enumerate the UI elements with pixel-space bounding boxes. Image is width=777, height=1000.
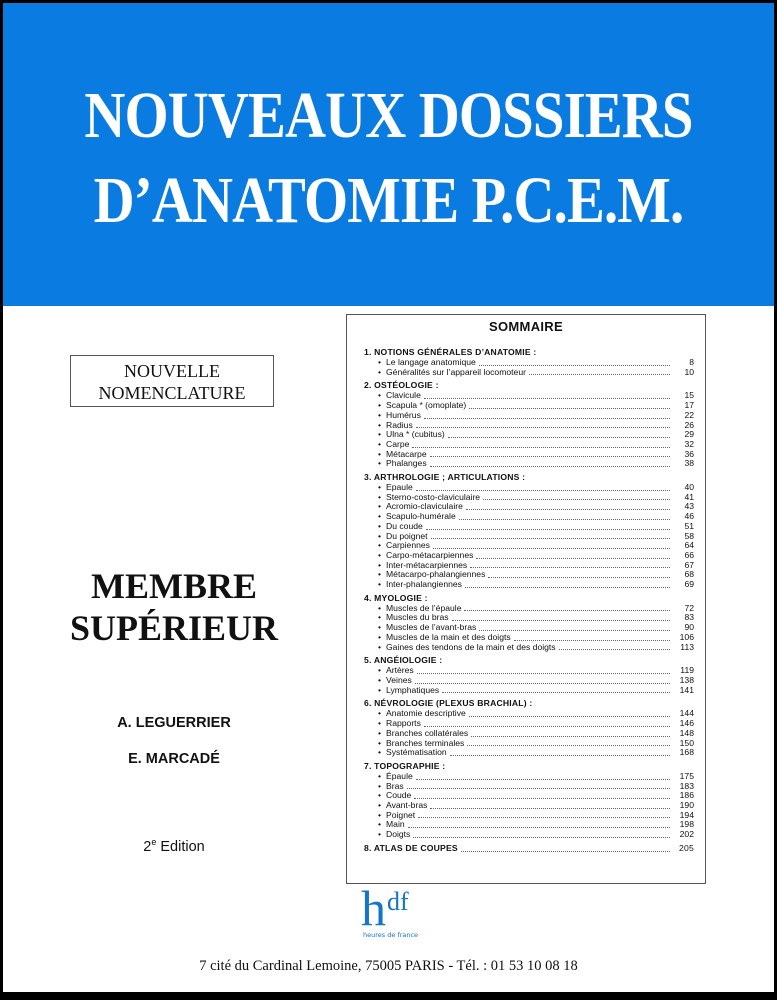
toc-page-number: 36 — [684, 448, 694, 459]
toc-item-label: Branches terminales — [386, 737, 465, 748]
toc-section — [364, 761, 694, 840]
toc-item-label: Sterno-costo-claviculaire — [386, 491, 481, 502]
series-title-line1: NOUVEAUX DOSSIERS — [84, 79, 693, 152]
series-title-line2: D’ANATOMIE P.C.E.M. — [93, 164, 684, 237]
toc-item — [378, 686, 694, 696]
toc-page-number: 146 — [679, 718, 694, 729]
toc-section — [364, 655, 694, 695]
bullet-icon: • — [378, 419, 382, 430]
bullet-icon: • — [378, 718, 382, 729]
toc-item-label: Epaule — [386, 482, 413, 493]
leader-dots — [415, 683, 670, 684]
leader-dots — [469, 716, 670, 717]
toc-page-number: 58 — [684, 530, 694, 541]
toc-section-heading — [364, 761, 694, 772]
bullet-icon: • — [378, 549, 382, 560]
toc-page-number: 113 — [680, 641, 694, 652]
toc-item-label: Métacarpe — [386, 448, 427, 459]
toc-item-label: Muscles de la main et des doigts — [386, 631, 511, 642]
bullet-icon: • — [378, 829, 382, 840]
bullet-icon: • — [378, 602, 382, 613]
toc-page-number: 90 — [684, 622, 694, 633]
bullet-icon: • — [378, 780, 382, 791]
toc-item-label: Épaule — [386, 770, 413, 781]
edition-label — [43, 837, 305, 855]
toc-page-number: 83 — [684, 612, 694, 623]
toc-heading-text: 2. OSTÉOLOGIE : — [364, 380, 439, 391]
toc-section — [364, 472, 694, 590]
toc-item — [378, 401, 694, 411]
toc-heading-text: 6. NÉVROLOGIE (PLEXUS BRACHIAL) : — [364, 698, 533, 709]
toc-item-label: Bras — [386, 780, 404, 791]
toc-item-label: Clavicule — [386, 390, 421, 401]
publisher-logo — [361, 880, 431, 943]
leader-dots — [452, 620, 670, 621]
toc-item-label: Artères — [386, 665, 414, 676]
logo-name: heures de france — [363, 931, 419, 939]
leader-dots — [476, 558, 670, 559]
bullet-icon: • — [378, 511, 382, 522]
book-cover — [3, 3, 774, 992]
toc-item-label: Généralités sur l’appareil locomoteur — [386, 366, 526, 377]
toc-section-heading — [364, 472, 694, 483]
toc-item-label: Carpiennes — [386, 540, 430, 551]
toc-page-number: 26 — [684, 419, 694, 430]
publisher-address: 7 cité du Cardinal Lemoine, 75005 PARIS - Tél. : 01 53 10 08 18 — [199, 958, 578, 974]
leader-dots — [467, 745, 670, 746]
toc-page-number: 15 — [684, 390, 694, 401]
bullet-icon: • — [378, 429, 382, 440]
book-title-line2: SUPÉRIEUR — [69, 608, 279, 648]
bullet-icon: • — [378, 491, 382, 502]
bullet-icon: • — [378, 438, 382, 449]
leader-dots — [416, 490, 670, 491]
leader-dots — [417, 673, 670, 674]
leader-dots — [430, 808, 670, 809]
leader-dots — [488, 577, 670, 578]
leader-dots — [413, 837, 670, 838]
bullet-icon: • — [378, 800, 382, 811]
bullet-icon: • — [378, 737, 382, 748]
bullet-icon: • — [378, 819, 382, 830]
toc-page-number: 72 — [684, 602, 694, 613]
toc-page-number: 43 — [684, 501, 694, 512]
bullet-icon: • — [378, 579, 382, 590]
toc-item — [378, 430, 694, 440]
toc-item-label: Gaines des tendons de la main et des doigts — [386, 641, 556, 652]
leader-dots — [514, 640, 670, 641]
leader-dots — [408, 827, 670, 828]
bullet-icon: • — [378, 390, 382, 401]
toc-item-label: Veines — [386, 674, 412, 685]
toc-item-label: Carpe — [386, 438, 410, 449]
toc-item-label: Carpo-métacarpiennes — [386, 549, 474, 560]
author-1: A. LEGUERRIER — [117, 715, 231, 731]
toc-item-label: Lymphatiques — [386, 684, 440, 695]
toc-heading-text: 1. NOTIONS GÉNÉRALES D’ANATOMIE : — [364, 347, 537, 357]
toc-page-number: 186 — [679, 790, 694, 801]
leader-dots — [471, 736, 670, 737]
bullet-icon: • — [378, 366, 382, 377]
leader-dots — [426, 529, 670, 530]
bullet-icon: • — [378, 357, 382, 367]
bullet-icon: • — [378, 448, 382, 459]
toc-heading-text: 4. MYOLOGIE : — [364, 592, 428, 603]
leader-dots — [407, 788, 670, 789]
toc-page-number: 8 — [689, 357, 694, 367]
leader-dots — [433, 548, 670, 549]
toc-item-label: Muscles de l’épaule — [386, 602, 462, 613]
toc-item-label: Poignet — [386, 809, 416, 820]
bullet-icon: • — [378, 559, 382, 570]
toc-page-number: 40 — [684, 482, 694, 493]
toc-item-label: Systématisation — [386, 747, 447, 758]
toc-page-number: 69 — [684, 579, 694, 590]
bullet-icon: • — [378, 409, 382, 420]
leader-dots — [479, 630, 670, 631]
leader-dots — [469, 408, 670, 409]
toc-item-label: Inter-phalangiennes — [386, 579, 462, 590]
leader-dots — [529, 374, 670, 375]
toc-item-label: Doigts — [386, 829, 411, 840]
toc-page-number: 205 — [679, 842, 694, 853]
toc-page-number: 68 — [684, 569, 694, 580]
logo-df-glyph: df — [387, 887, 409, 916]
bullet-icon: • — [378, 641, 382, 652]
toc-section — [364, 593, 694, 653]
toc-page-number: 10 — [684, 366, 694, 377]
bullet-icon: • — [378, 684, 382, 695]
toc-page-number: 29 — [684, 429, 694, 440]
toc-item-label: Muscles de l’avant-bras — [386, 622, 477, 633]
toc-section-heading — [364, 843, 694, 854]
toc-page-number: 168 — [679, 747, 694, 758]
bullet-icon: • — [378, 631, 382, 642]
toc-page-number: 190 — [679, 800, 694, 811]
book-title-line1: MEMBRE — [91, 566, 257, 606]
title-banner — [3, 3, 774, 306]
toc-page-number: 17 — [684, 400, 694, 411]
table-of-contents — [346, 314, 706, 884]
toc-item-label: Radius — [386, 419, 413, 430]
toc-page-number: 183 — [679, 780, 694, 791]
toc-page-number: 198 — [679, 819, 694, 830]
leader-dots — [416, 779, 670, 780]
leader-dots — [430, 466, 670, 467]
toc-item — [378, 782, 694, 792]
toc-page-number: 150 — [679, 737, 694, 748]
toc-item — [378, 512, 694, 522]
bullet-icon: • — [378, 770, 382, 781]
toc-page-number: 64 — [684, 540, 694, 551]
leader-dots — [459, 519, 670, 520]
toc-item — [378, 801, 694, 811]
book-title — [43, 565, 305, 649]
leader-dots — [461, 851, 670, 852]
toc-page-number: 41 — [684, 491, 694, 502]
toc-page-number: 144 — [679, 708, 694, 719]
bullet-icon: • — [378, 520, 382, 531]
toc-item-label: Anatomie descriptive — [386, 708, 466, 719]
bullet-icon: • — [378, 501, 382, 512]
toc-page-number: 66 — [684, 549, 694, 560]
bullet-icon: • — [378, 612, 382, 623]
bullet-icon: • — [378, 458, 382, 469]
toc-page-number: 148 — [679, 727, 694, 738]
leader-dots — [431, 538, 670, 539]
author-2: E. MARCADÉ — [128, 751, 220, 767]
bullet-icon: • — [378, 665, 382, 676]
toc-item — [378, 830, 694, 840]
edition-text: Edition — [156, 838, 205, 855]
bullet-icon: • — [378, 482, 382, 493]
toc-heading-text: 7. TOPOGRAPHIE : — [364, 760, 446, 771]
toc-page-number: 175 — [679, 770, 694, 781]
toc-item-label: Phalanges — [386, 458, 427, 469]
toc-item — [378, 772, 694, 782]
leader-dots — [430, 456, 670, 457]
bullet-icon: • — [378, 400, 382, 411]
toc-item — [378, 811, 694, 821]
toc-section — [364, 843, 694, 854]
toc-item — [378, 368, 694, 378]
leader-dots — [448, 437, 670, 438]
leader-dots — [418, 817, 670, 818]
bullet-icon: • — [378, 674, 382, 685]
toc-item — [378, 459, 694, 469]
bullet-icon: • — [378, 622, 382, 633]
toc-item — [378, 643, 694, 653]
toc-item-label: Coude — [386, 790, 412, 801]
toc-item-label: Avant-bras — [386, 800, 428, 811]
leader-dots — [412, 447, 670, 448]
nomenclature-line1: NOUVELLE — [124, 361, 220, 381]
toc-page-number: 38 — [684, 458, 694, 469]
toc-item-label: Inter-métacarpiennes — [386, 559, 468, 570]
toc-item-label: Branches collatérales — [386, 727, 469, 738]
toc-page-number: 141 — [679, 684, 694, 695]
toc-page-number: 138 — [679, 674, 694, 685]
toc-page-number: 22 — [684, 409, 694, 420]
leader-dots — [479, 365, 670, 366]
toc-title: SOMMAIRE — [489, 319, 563, 334]
leader-dots — [559, 649, 670, 650]
toc-item-label: Scapulo-humérale — [386, 511, 456, 522]
bullet-icon: • — [378, 727, 382, 738]
toc-item — [378, 748, 694, 758]
toc-item — [378, 820, 694, 830]
leader-dots — [466, 509, 670, 510]
leader-dots — [465, 587, 670, 588]
toc-item-label: Métacarpo-phalangiennes — [386, 569, 486, 580]
toc-page-number: 46 — [684, 511, 694, 522]
nomenclature-line2: NOMENCLATURE — [98, 383, 246, 403]
toc-page-number: 194 — [679, 809, 694, 820]
toc-page-number: 67 — [684, 559, 694, 570]
nomenclature-box — [70, 355, 274, 407]
toc-page-number: 51 — [684, 520, 694, 531]
edition-suffix: e — [151, 837, 157, 847]
toc-item-label: Humérus — [386, 409, 421, 420]
toc-page-number: 202 — [679, 829, 694, 840]
leader-dots — [470, 567, 670, 568]
leader-dots — [416, 427, 670, 428]
leader-dots — [442, 692, 670, 693]
toc-section — [364, 347, 694, 377]
leader-dots — [464, 610, 670, 611]
toc-page-number: 119 — [680, 665, 694, 676]
toc-page-number: 106 — [679, 631, 694, 642]
edition-number: 2 — [143, 838, 152, 855]
leader-dots — [414, 798, 670, 799]
bullet-icon: • — [378, 708, 382, 719]
bullet-icon: • — [378, 809, 382, 820]
toc-sections — [364, 347, 694, 857]
bullet-icon: • — [378, 569, 382, 580]
leader-dots — [424, 418, 670, 419]
toc-section — [364, 698, 694, 758]
toc-item — [378, 666, 694, 676]
toc-item-label: Rapports — [386, 718, 421, 729]
toc-item-label: Ulna * (cubitus) — [386, 429, 445, 440]
leader-dots — [424, 398, 670, 399]
toc-heading-text: 5. ANGÉIOLOGIE : — [364, 655, 443, 666]
toc-page-number: 32 — [684, 438, 694, 449]
toc-item — [378, 580, 694, 590]
toc-item-label: Acromio-claviculaire — [386, 501, 463, 512]
toc-item-label: Le langage anatomique — [386, 357, 476, 367]
bullet-icon: • — [378, 540, 382, 551]
toc-item — [378, 709, 694, 719]
logo-h-glyph: h — [361, 880, 386, 936]
bullet-icon: • — [378, 747, 382, 758]
toc-section — [364, 380, 694, 469]
toc-item-label: Du coude — [386, 520, 423, 531]
bullet-icon: • — [378, 530, 382, 541]
toc-item — [378, 411, 694, 421]
toc-heading-text: 3. ARTHROLOGIE ; ARTICULATIONS : — [364, 472, 526, 483]
leader-dots — [424, 726, 670, 727]
toc-item-label: Scapula * (omoplate) — [386, 400, 467, 411]
toc-item-label: Du poignet — [386, 530, 428, 541]
bullet-icon: • — [378, 790, 382, 801]
toc-item-label: Muscles du bras — [386, 612, 449, 623]
leader-dots — [483, 499, 670, 500]
toc-heading-text: 8. ATLAS DE COUPES — [364, 842, 458, 853]
toc-item-label: Main — [386, 819, 405, 830]
leader-dots — [450, 755, 670, 756]
